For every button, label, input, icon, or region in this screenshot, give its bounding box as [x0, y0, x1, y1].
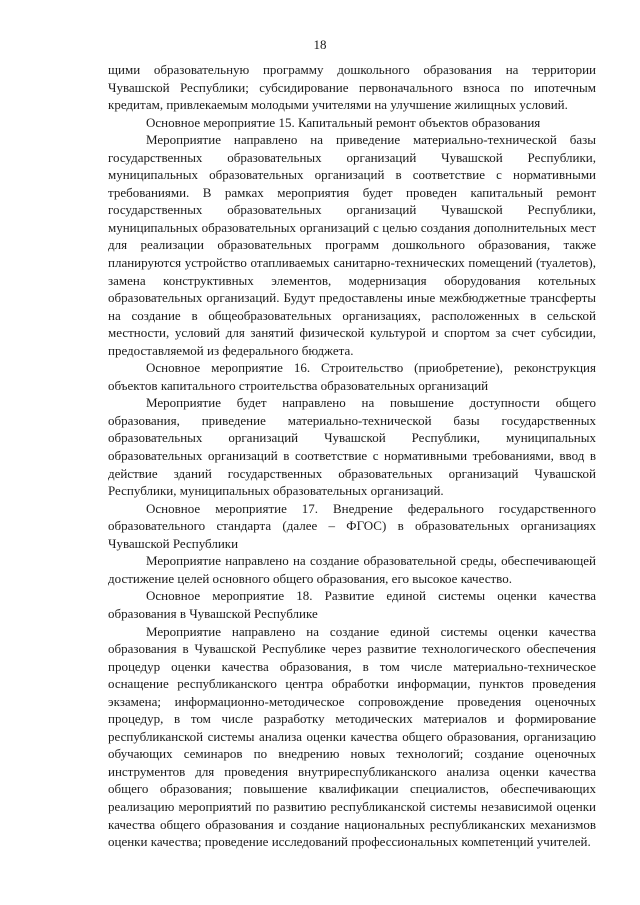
heading-activity-16: Основное мероприятие 16. Строительство (приобретение), реконструкция объектов капитального строительства образовательных организаций	[108, 360, 596, 393]
paragraph-activity-16: Мероприятие будет направлено на повышение доступности общего образования, приведение материально-технической базы государственных образовательных организаций Чувашской Республики, муниципальных образовательных организаций в соответствие с нормативными требованиями, ввод в действие зданий государственных образовательных организаций Чувашской Республики, муниципальных образовательных организаций.	[108, 395, 596, 499]
paragraph-continuation: щими образовательную программу дошкольного образования на территории Чувашской Республики; субсидирование первоначального взноса по ипотечным кредитам, привлекаемым молодыми учителями на улучшение жилищных условий.	[108, 62, 596, 113]
heading-activity-18: Основное мероприятие 18. Развитие единой системы оценки качества образования в Чувашской Республике	[108, 588, 596, 621]
heading-activity-17: Основное мероприятие 17. Внедрение федерального государственного образовательного стандарта (далее – ФГОС) в образовательных организациях Чувашской Республики	[108, 500, 596, 551]
page-number: 18	[313, 37, 327, 52]
document-body	[108, 61, 596, 851]
paragraph-activity-18: Мероприятие направлено на создание единой системы оценки качества образования в Чувашской Республике через развитие технологического обеспечения процедур оценки качества образования, в том числе материально-техническое оснащение республиканского центра обработки информации, пунктов проведения экзамена; информационно-методическое сопровождение проведения оценочных процедур, в том числе разработку методических материалов и формирование республиканской системы анализа оценки качества общего образования, организацию обучающих семинаров по внедрению новых технологий; создание оценочных инструментов для проведения внутриреспубликанского анализа оценки качества общего образования; повышение квалификации специалистов, обеспечивающих реализацию мероприятий по развитию республиканской системы независимой оценки качества общего образования и создание национальных республиканских механизмов оценки качества; проведение исследований профессиональных компетенций учителей.	[108, 623, 596, 850]
paragraph-activity-15: Мероприятие направлено на приведение материально-технической базы государственных образовательных организаций Чувашской Республики, муниципальных образовательных организаций в соответствие с нормативными требованиями. В рамках мероприятия будет проведен капитальный ремонт государственных образовательных организаций Чувашской Республики, муниципальных образовательных организаций с целью создания дополнительных мест для реализации образовательных программ дошкольного образования, также планируются устройство отапливаемых санитарно-технических помещений (туалетов), замена конструктивных элементов, модернизация оборудования котельных образовательных организаций. Будут предоставлены иные межбюджетные трансферты на создание в общеобразовательных организациях, расположенных в сельской местности, условий для занятий физической культурой и спортом за счет субсидии, предоставляемой из федерального бюджета.	[108, 132, 596, 358]
paragraph-activity-17: Мероприятие направлено на создание образовательной среды, обеспечивающей достижение целей основного общего образования, его высокое качество.	[108, 553, 596, 586]
heading-activity-15: Основное мероприятие 15. Капитальный ремонт объектов образования	[146, 114, 541, 130]
